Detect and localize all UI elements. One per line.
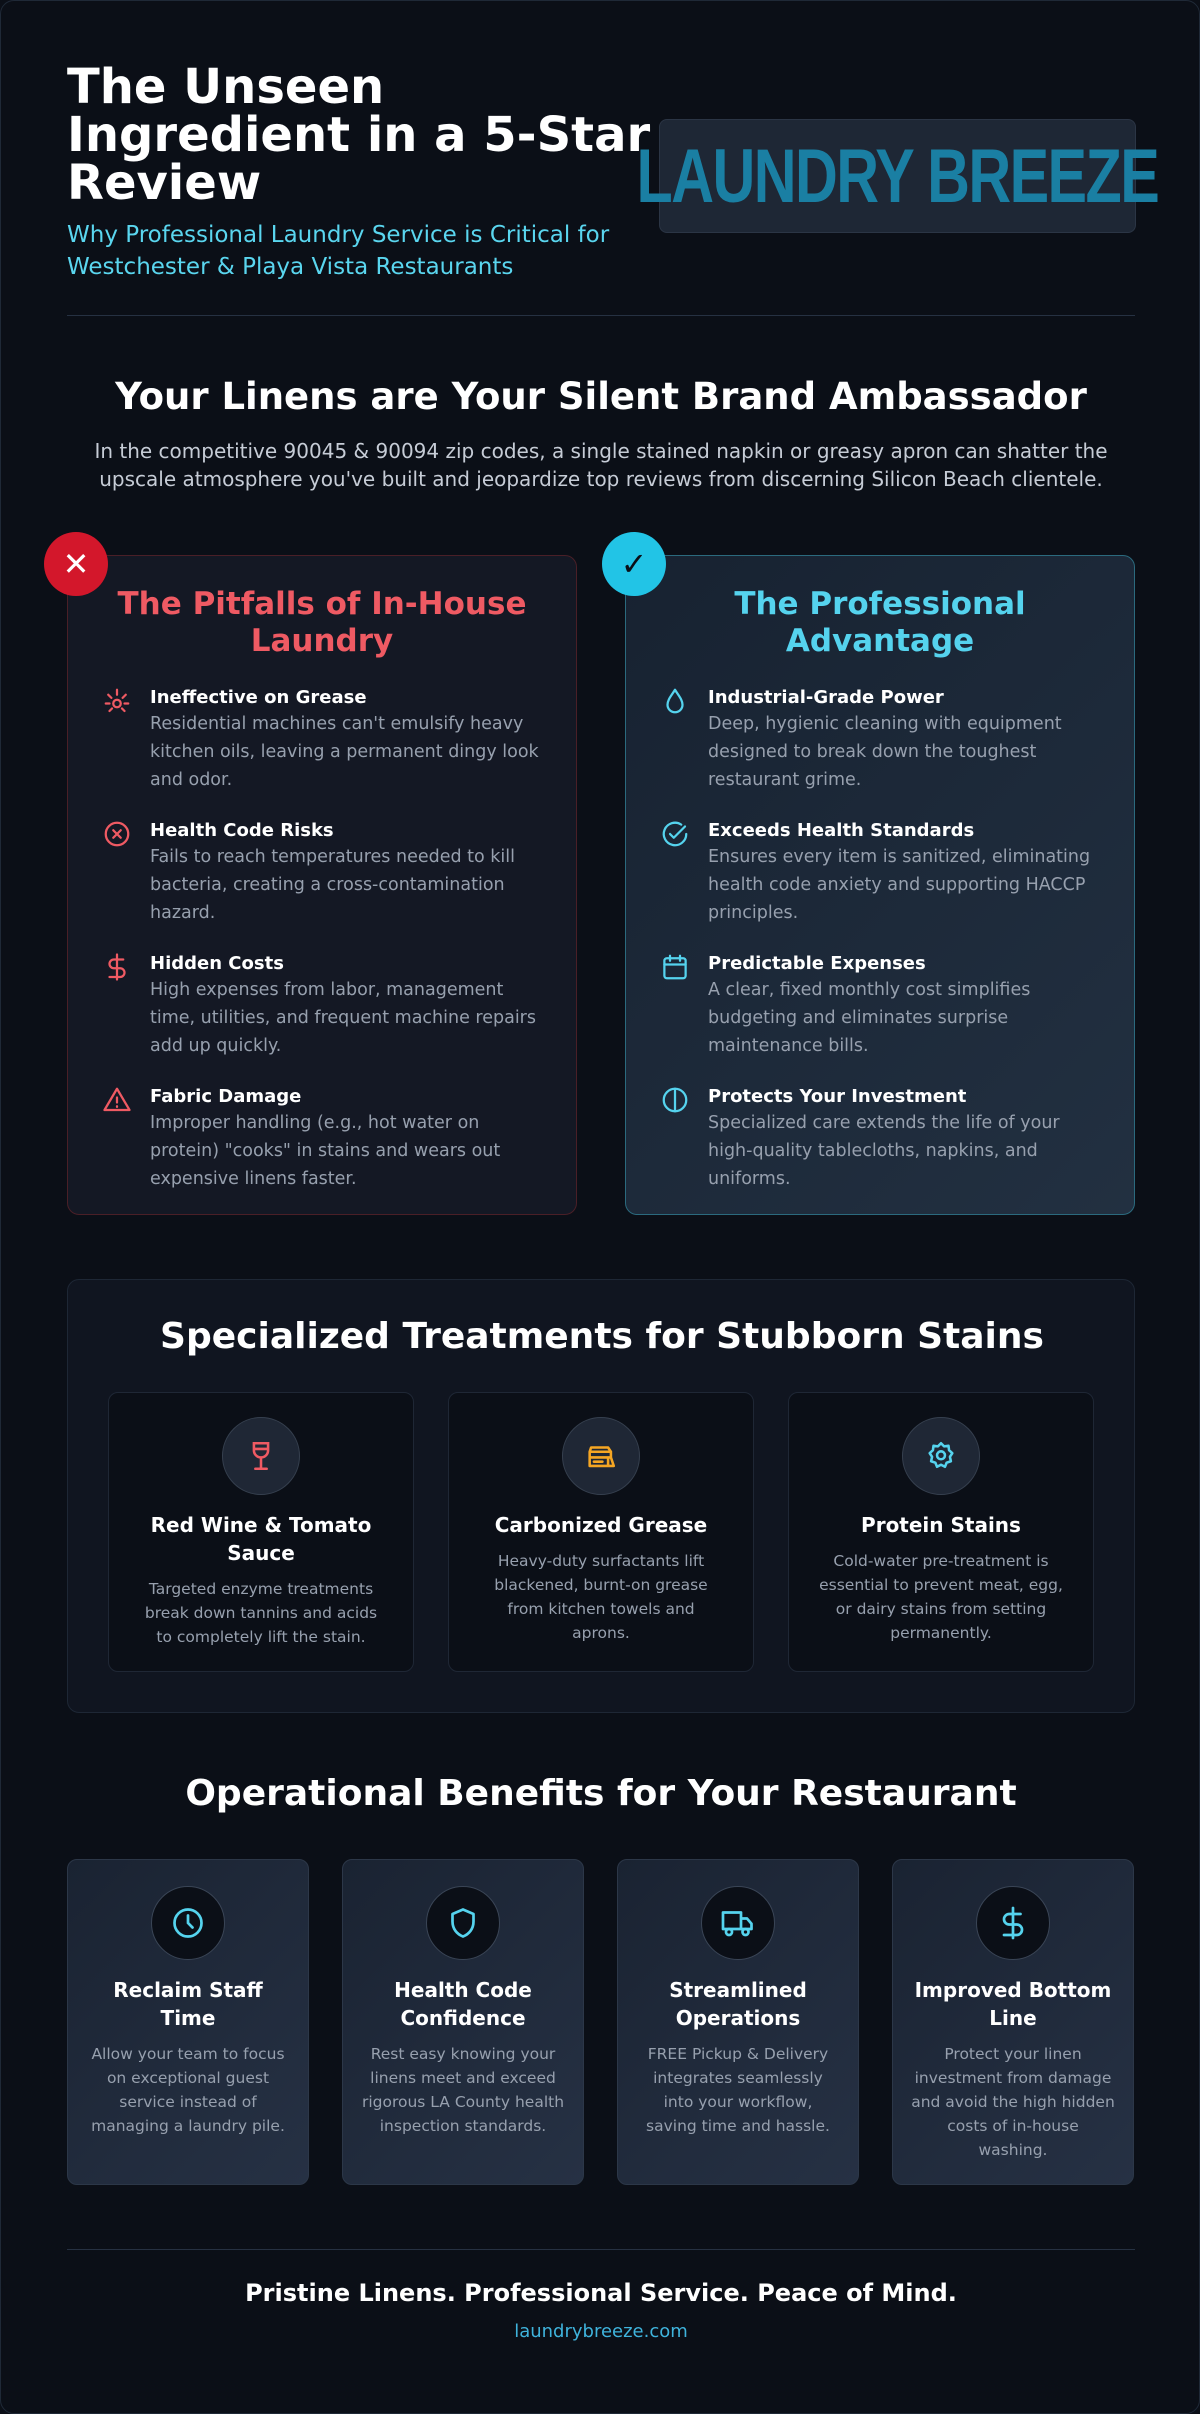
advantage-item bbox=[660, 686, 1100, 794]
x-circle-icon bbox=[102, 819, 136, 853]
brand-logo bbox=[636, 119, 1159, 233]
treatment-card bbox=[108, 1392, 414, 1672]
truck-icon bbox=[701, 1886, 775, 1960]
pitfall-item bbox=[102, 952, 542, 1060]
pitfall-heading: Fabric Damage bbox=[150, 1086, 302, 1107]
warning-icon bbox=[102, 1085, 136, 1119]
benefit-description: Protect your linen investment from damage and avoid the high hidden costs of in-house washing. bbox=[911, 2045, 1115, 2159]
pitfall-heading: Health Code Risks bbox=[150, 820, 334, 841]
advantage-description: Specialized care extends the life of your high-quality tablecloths, napkins, and uniforms. bbox=[708, 1113, 1060, 1189]
benefit-description: Allow your team to focus on exceptional guest service instead of managing a laundry pile. bbox=[91, 2045, 285, 2135]
benefit-card bbox=[617, 1859, 859, 2185]
benefit-card bbox=[892, 1859, 1134, 2185]
logo-wordmark: LAUNDRY BREEZE bbox=[636, 133, 1159, 219]
treatment-card bbox=[448, 1392, 754, 1672]
benefit-title: Health Code Confidence bbox=[394, 1978, 532, 2030]
advantage-description: Ensures every item is sanitized, eliminating health code anxiety and supporting HACCP principles. bbox=[708, 847, 1091, 923]
dollar-icon bbox=[102, 952, 136, 986]
advantage-item bbox=[660, 952, 1100, 1060]
treatments-title: Specialized Treatments for Stubborn Stains bbox=[160, 1316, 1044, 1357]
pitfall-item bbox=[102, 686, 542, 794]
treatment-card bbox=[788, 1392, 1094, 1672]
benefit-card bbox=[67, 1859, 309, 2185]
check-badge-icon: ✓ bbox=[602, 532, 666, 596]
pitfall-item bbox=[102, 819, 542, 927]
pitfall-heading: Hidden Costs bbox=[150, 953, 284, 974]
advantage-card bbox=[620, 545, 1135, 1215]
benefit-title: Streamlined Operations bbox=[669, 1978, 807, 2030]
brand-intro: In the competitive 90045 & 90094 zip codes, a single stained napkin or greasy apron can shatter the upscale atmosphere you've built and jeopardize top reviews from discerning Silicon Beach clientele. bbox=[94, 439, 1108, 491]
header bbox=[67, 59, 1159, 315]
treatment-title: Carbonized Grease bbox=[494, 1513, 708, 1537]
pitfall-description: High expenses from labor, management time, utilities, and frequent machine repairs add up quickly. bbox=[150, 980, 536, 1056]
benefit-description: FREE Pickup & Delivery integrates seamlessly into your workflow, saving time and hassle. bbox=[646, 2045, 830, 2135]
shield-info-icon bbox=[660, 1085, 694, 1119]
treatment-description: Cold-water pre-treatment is essential to prevent meat, egg, or dairy stains from setting permanently. bbox=[819, 1552, 1063, 1642]
advantage-description: Deep, hygienic cleaning with equipment designed to break down the toughest restaurant grime. bbox=[708, 714, 1062, 790]
advantage-heading: Predictable Expenses bbox=[708, 953, 926, 974]
treatment-description: Targeted enzyme treatments break down tannins and acids to completely lift the stain. bbox=[144, 1580, 378, 1646]
advantage-heading: Industrial-Grade Power bbox=[708, 687, 944, 708]
advantage-description: A clear, fixed monthly cost simplifies budgeting and eliminates surprise maintenance bills. bbox=[708, 980, 1031, 1056]
page-title: The Unseen Ingredient in a 5-Star Review bbox=[67, 59, 651, 211]
protein-icon bbox=[902, 1417, 980, 1495]
benefit-title: Reclaim Staff Time bbox=[113, 1978, 263, 2030]
wine-glass-icon bbox=[222, 1417, 300, 1495]
header-divider bbox=[67, 315, 1135, 316]
advantage-item bbox=[660, 1085, 1100, 1193]
calendar-icon bbox=[660, 952, 694, 986]
benefit-card bbox=[342, 1859, 584, 2185]
pitfalls-title: The Pitfalls of In-House Laundry bbox=[117, 586, 527, 659]
benefit-description: Rest easy knowing your linens meet and exceed rigorous LA County health inspection standards. bbox=[361, 2045, 565, 2135]
shield-icon bbox=[426, 1886, 500, 1960]
benefits-title: Operational Benefits for Your Restaurant bbox=[185, 1773, 1017, 1814]
x-badge-icon: ✕ bbox=[44, 532, 108, 596]
benefit-title: Improved Bottom Line bbox=[914, 1978, 1112, 2030]
droplet-icon bbox=[660, 686, 694, 720]
pitfall-heading: Ineffective on Grease bbox=[150, 687, 367, 708]
advantage-item bbox=[660, 819, 1100, 927]
check-circle-icon bbox=[660, 819, 694, 853]
page-subtitle: Why Professional Laundry Service is Critical for Westchester & Playa Vista Restaurants bbox=[67, 222, 610, 280]
dollar-icon bbox=[976, 1886, 1050, 1960]
website-link[interactable]: laundrybreeze.com bbox=[514, 2321, 688, 2342]
clock-icon bbox=[151, 1886, 225, 1960]
advantage-title: The Professional Advantage bbox=[734, 586, 1026, 659]
treatment-title: Red Wine & Tomato Sauce bbox=[150, 1513, 372, 1565]
pitfall-item bbox=[102, 1085, 542, 1193]
brand-section-title: Your Linens are Your Silent Brand Ambassador bbox=[115, 375, 1087, 418]
footer-tagline: Pristine Linens. Professional Service. Peace of Mind. bbox=[245, 2279, 957, 2307]
treatment-description: Heavy-duty surfactants lift blackened, burnt-on grease from kitchen towels and aprons. bbox=[494, 1552, 708, 1642]
treatment-title: Protein Stains bbox=[861, 1513, 1021, 1537]
pitfall-description: Fails to reach temperatures needed to kill bacteria, creating a cross-contamination hazard. bbox=[150, 847, 515, 923]
treatments-section bbox=[67, 1279, 1135, 1713]
advantage-heading: Exceeds Health Standards bbox=[708, 820, 975, 841]
pitfalls-card bbox=[62, 545, 577, 1215]
advantage-heading: Protects Your Investment bbox=[708, 1086, 967, 1107]
pitfall-description: Residential machines can't emulsify heavy kitchen oils, leaving a permanent dingy look and odor. bbox=[150, 714, 539, 790]
grease-splash-icon bbox=[102, 686, 136, 720]
footer-divider bbox=[67, 2249, 1135, 2250]
grease-pan-icon bbox=[562, 1417, 640, 1495]
pitfall-description: Improper handling (e.g., hot water on protein) "cooks" in stains and wears out expensive linens faster. bbox=[150, 1113, 501, 1189]
